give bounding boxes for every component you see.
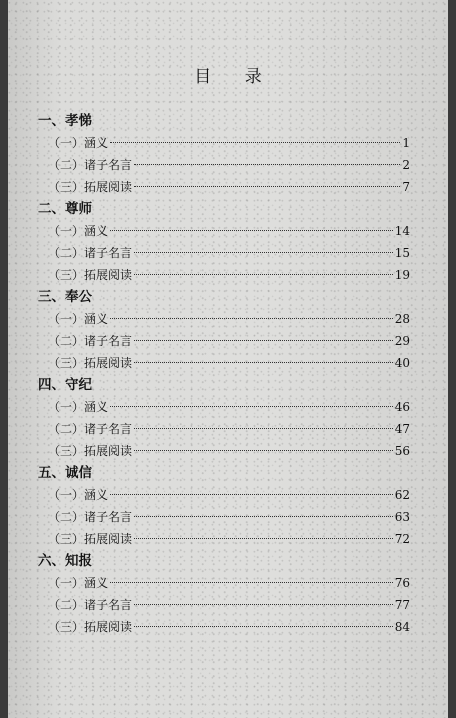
dot-leader [110, 230, 393, 231]
document-page [8, 0, 448, 718]
dot-leader [110, 406, 393, 407]
toc-entry[interactable] [38, 264, 410, 286]
dot-leader [134, 516, 393, 517]
entry-label: （二）诸子名言 [48, 510, 133, 524]
page-number: 77 [394, 598, 410, 612]
section-heading: 一、孝悌 [38, 113, 92, 129]
dot-leader [134, 274, 393, 275]
toc-entry[interactable] [38, 484, 410, 506]
entry-label: （三）拓展阅读 [48, 356, 133, 370]
dot-leader [134, 252, 393, 253]
page-title: 目 录 [194, 67, 276, 87]
page-number: 29 [394, 334, 410, 348]
page-number: 76 [394, 576, 410, 590]
toc-entry[interactable] [38, 572, 410, 594]
toc-entry[interactable] [38, 220, 410, 242]
section-heading: 六、知报 [38, 553, 92, 569]
dot-leader [110, 582, 393, 583]
section-heading: 五、诚信 [38, 465, 92, 481]
toc-entry[interactable] [38, 594, 410, 616]
page-number: 14 [394, 224, 410, 238]
page-number: 15 [394, 246, 410, 260]
toc-section-2 [38, 198, 410, 286]
entry-label: （二）诸子名言 [48, 158, 133, 172]
page-number: 63 [394, 510, 410, 524]
dot-leader [110, 494, 393, 495]
dot-leader [134, 626, 393, 627]
entry-label: （三）拓展阅读 [48, 444, 133, 458]
toc-entry[interactable] [38, 308, 410, 330]
dot-leader [134, 362, 393, 363]
page-number: 40 [394, 356, 410, 370]
toc-entry[interactable] [38, 154, 410, 176]
dot-leader [110, 318, 393, 319]
dot-leader [110, 142, 400, 143]
page-number: 56 [394, 444, 410, 458]
toc-entry[interactable] [38, 330, 410, 352]
toc-section-5 [38, 462, 410, 550]
page-number: 62 [394, 488, 410, 502]
page-number: 1 [402, 136, 410, 150]
page-number: 19 [394, 268, 410, 282]
entry-label: （一）涵义 [48, 576, 109, 590]
toc-section-4 [38, 374, 410, 462]
entry-label: （一）涵义 [48, 400, 109, 414]
page-number: 72 [394, 532, 410, 546]
table-of-contents [38, 110, 410, 638]
page-number: 7 [402, 180, 410, 194]
toc-entry[interactable] [38, 242, 410, 264]
dot-leader [134, 186, 400, 187]
entry-label: （一）涵义 [48, 136, 109, 150]
toc-entry[interactable] [38, 506, 410, 528]
entry-label: （一）涵义 [48, 488, 109, 502]
page-number: 84 [394, 620, 410, 634]
entry-label: （二）诸子名言 [48, 334, 133, 348]
entry-label: （一）涵义 [48, 312, 109, 326]
entry-label: （三）拓展阅读 [48, 268, 133, 282]
section-heading: 二、尊师 [38, 201, 92, 217]
dot-leader [134, 538, 393, 539]
dot-leader [134, 428, 393, 429]
page-number: 28 [394, 312, 410, 326]
dot-leader [134, 450, 393, 451]
entry-label: （二）诸子名言 [48, 246, 133, 260]
toc-entry[interactable] [38, 616, 410, 638]
toc-section-1 [38, 110, 410, 198]
page-number: 46 [394, 400, 410, 414]
entry-label: （三）拓展阅读 [48, 532, 133, 546]
entry-label: （二）诸子名言 [48, 422, 133, 436]
entry-label: （一）涵义 [48, 224, 109, 238]
toc-entry[interactable] [38, 418, 410, 440]
toc-entry[interactable] [38, 396, 410, 418]
toc-entry[interactable] [38, 176, 410, 198]
toc-section-6 [38, 550, 410, 638]
dot-leader [134, 604, 393, 605]
dot-leader [134, 340, 393, 341]
section-heading: 四、守纪 [38, 377, 92, 393]
toc-entry[interactable] [38, 352, 410, 374]
section-heading: 三、奉公 [38, 289, 92, 305]
page-number: 2 [402, 158, 410, 172]
toc-entry[interactable] [38, 528, 410, 550]
toc-entry[interactable] [38, 132, 410, 154]
dot-leader [134, 164, 400, 165]
toc-entry[interactable] [38, 440, 410, 462]
page-number: 47 [394, 422, 410, 436]
entry-label: （二）诸子名言 [48, 598, 133, 612]
entry-label: （三）拓展阅读 [48, 180, 133, 194]
toc-section-3 [38, 286, 410, 374]
entry-label: （三）拓展阅读 [48, 620, 133, 634]
